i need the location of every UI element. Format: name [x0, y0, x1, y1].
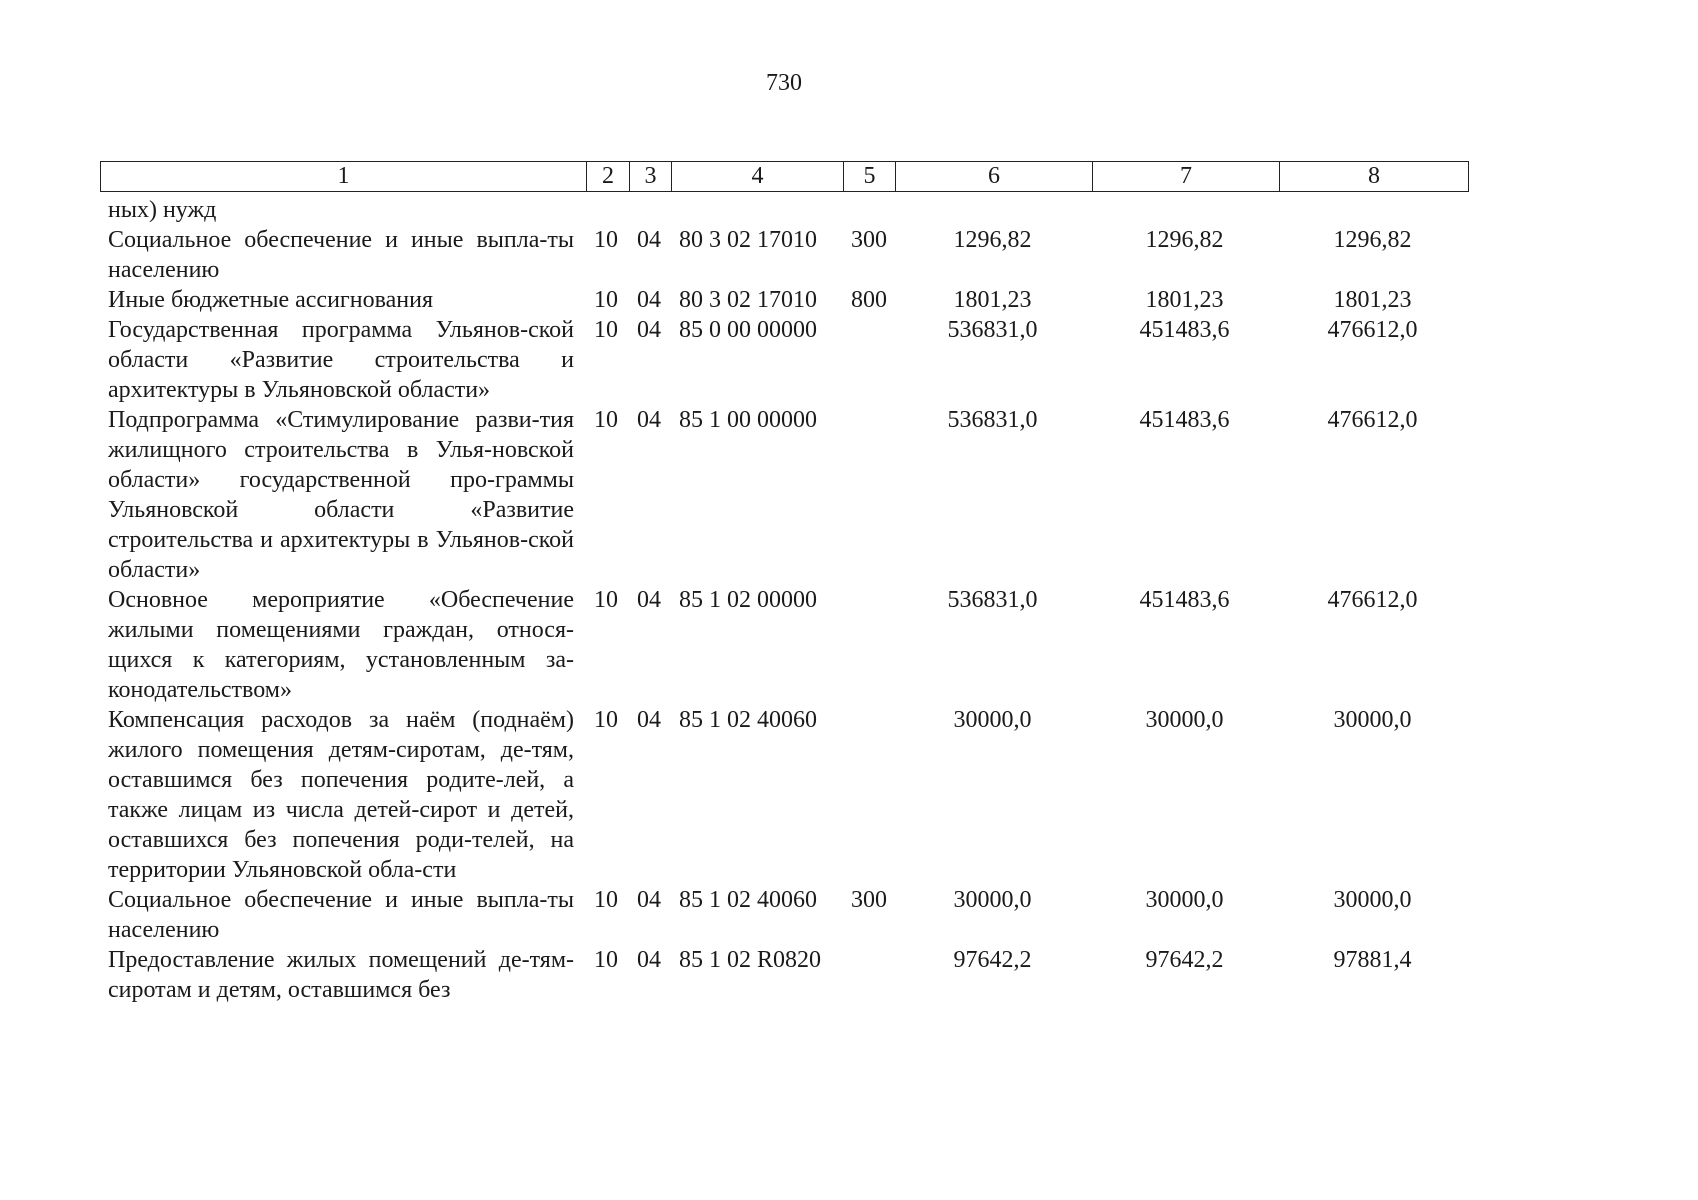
cell-expense-type: 300 — [851, 887, 887, 913]
column-header-5: 5 — [844, 162, 896, 192]
table-row — [0, 405, 1568, 585]
column-header-1: 1 — [101, 162, 587, 192]
cell-amount-col8: 476612,0 — [1327, 407, 1418, 433]
cell-amount-col6: 1801,23 — [953, 287, 1032, 313]
column-header-row — [101, 162, 1469, 192]
cell-amount-col8: 1801,23 — [1333, 287, 1412, 313]
cell-amount-col7: 451483,6 — [1139, 587, 1230, 613]
row-description: Предоставление жилых помещений де-тям-сиротам и детям, оставшимся без — [108, 947, 574, 1003]
table-row — [0, 705, 1568, 885]
cell-amount-col7: 30000,0 — [1145, 707, 1224, 733]
cell-expense-type: 800 — [851, 287, 887, 313]
column-header-2: 2 — [587, 162, 630, 192]
page-number: 730 — [766, 70, 802, 96]
cell-target-code: 85 1 02 00000 — [679, 587, 817, 613]
cell-amount-col8: 30000,0 — [1333, 707, 1412, 733]
cell-section: 10 — [594, 227, 618, 253]
cell-section: 10 — [594, 317, 618, 343]
cell-amount-col8: 97881,4 — [1333, 947, 1412, 973]
row-description: Социальное обеспечение и иные выпла-ты населению — [108, 227, 574, 283]
table-row — [0, 225, 1568, 285]
row-description: Государственная программа Ульянов-ской области «Развитие строительства и архитектуры в Ульяновской области» — [108, 317, 574, 403]
cell-amount-col7: 30000,0 — [1145, 887, 1224, 913]
cell-amount-col8: 476612,0 — [1327, 587, 1418, 613]
cell-subsection: 04 — [637, 317, 661, 343]
cell-subsection: 04 — [637, 587, 661, 613]
cell-subsection: 04 — [637, 287, 661, 313]
cell-amount-col6: 30000,0 — [953, 887, 1032, 913]
cell-amount-col8: 1296,82 — [1333, 227, 1412, 253]
table-row — [0, 945, 1568, 1005]
cell-section: 10 — [594, 887, 618, 913]
cell-subsection: 04 — [637, 947, 661, 973]
cell-subsection: 04 — [637, 227, 661, 253]
table-row — [0, 315, 1568, 405]
cell-amount-col8: 30000,0 — [1333, 887, 1412, 913]
column-header-3: 3 — [630, 162, 672, 192]
cell-target-code: 85 1 02 R0820 — [679, 947, 822, 973]
cell-target-code: 85 1 02 40060 — [679, 887, 817, 913]
cell-section: 10 — [594, 707, 618, 733]
cell-target-code: 85 1 02 40060 — [679, 707, 817, 733]
column-header-8: 8 — [1280, 162, 1469, 192]
row-description: Основное мероприятие «Обеспечение жилыми помещениями граждан, относя-щихся к категориям, установленным за-конодательством» — [108, 587, 574, 703]
row-description: Социальное обеспечение и иные выпла-ты населению — [108, 887, 574, 943]
cell-amount-col6: 536831,0 — [947, 317, 1038, 343]
cell-target-code: 85 1 00 00000 — [679, 407, 817, 433]
cell-target-code: 80 3 02 17010 — [679, 227, 817, 253]
table-row — [0, 195, 1568, 225]
cell-section: 10 — [594, 287, 618, 313]
column-header-table — [100, 161, 1469, 192]
cell-amount-col6: 1296,82 — [953, 227, 1032, 253]
column-header-6: 6 — [896, 162, 1093, 192]
cell-amount-col6: 536831,0 — [947, 407, 1038, 433]
row-description: Иные бюджетные ассигнования — [108, 287, 433, 313]
cell-expense-type: 300 — [851, 227, 887, 253]
column-header-7: 7 — [1093, 162, 1280, 192]
row-description: Подпрограмма «Стимулирование разви-тия жилищного строительства в Улья-новской области» государственной про-граммы Ульяновской области «Развитие строительства и архитектуры в Ульянов-ской области» — [108, 407, 574, 583]
cell-amount-col7: 451483,6 — [1139, 407, 1230, 433]
table-body — [0, 195, 1568, 1005]
cell-subsection: 04 — [637, 887, 661, 913]
cell-amount-col6: 97642,2 — [953, 947, 1032, 973]
cell-amount-col7: 97642,2 — [1145, 947, 1224, 973]
cell-amount-col7: 1801,23 — [1145, 287, 1224, 313]
cell-target-code: 85 0 00 00000 — [679, 317, 817, 343]
cell-target-code: 80 3 02 17010 — [679, 287, 817, 313]
row-description: ных) нужд — [108, 197, 217, 223]
cell-amount-col6: 536831,0 — [947, 587, 1038, 613]
column-header-4: 4 — [672, 162, 844, 192]
cell-section: 10 — [594, 947, 618, 973]
table-row — [0, 885, 1568, 945]
cell-amount-col7: 1296,82 — [1145, 227, 1224, 253]
cell-subsection: 04 — [637, 707, 661, 733]
cell-amount-col7: 451483,6 — [1139, 317, 1230, 343]
table-row — [0, 285, 1568, 315]
table-row — [0, 585, 1568, 705]
cell-amount-col8: 476612,0 — [1327, 317, 1418, 343]
cell-subsection: 04 — [637, 407, 661, 433]
cell-section: 10 — [594, 587, 618, 613]
cell-amount-col6: 30000,0 — [953, 707, 1032, 733]
cell-section: 10 — [594, 407, 618, 433]
row-description: Компенсация расходов за наём (поднаём) жилого помещения детям-сиротам, де-тям, оставшимся без попечения родите-лей, а также лицам из числа детей-сирот и детей, оставшихся без попечения роди-телей, на территории Ульяновской обла-сти — [108, 707, 574, 883]
